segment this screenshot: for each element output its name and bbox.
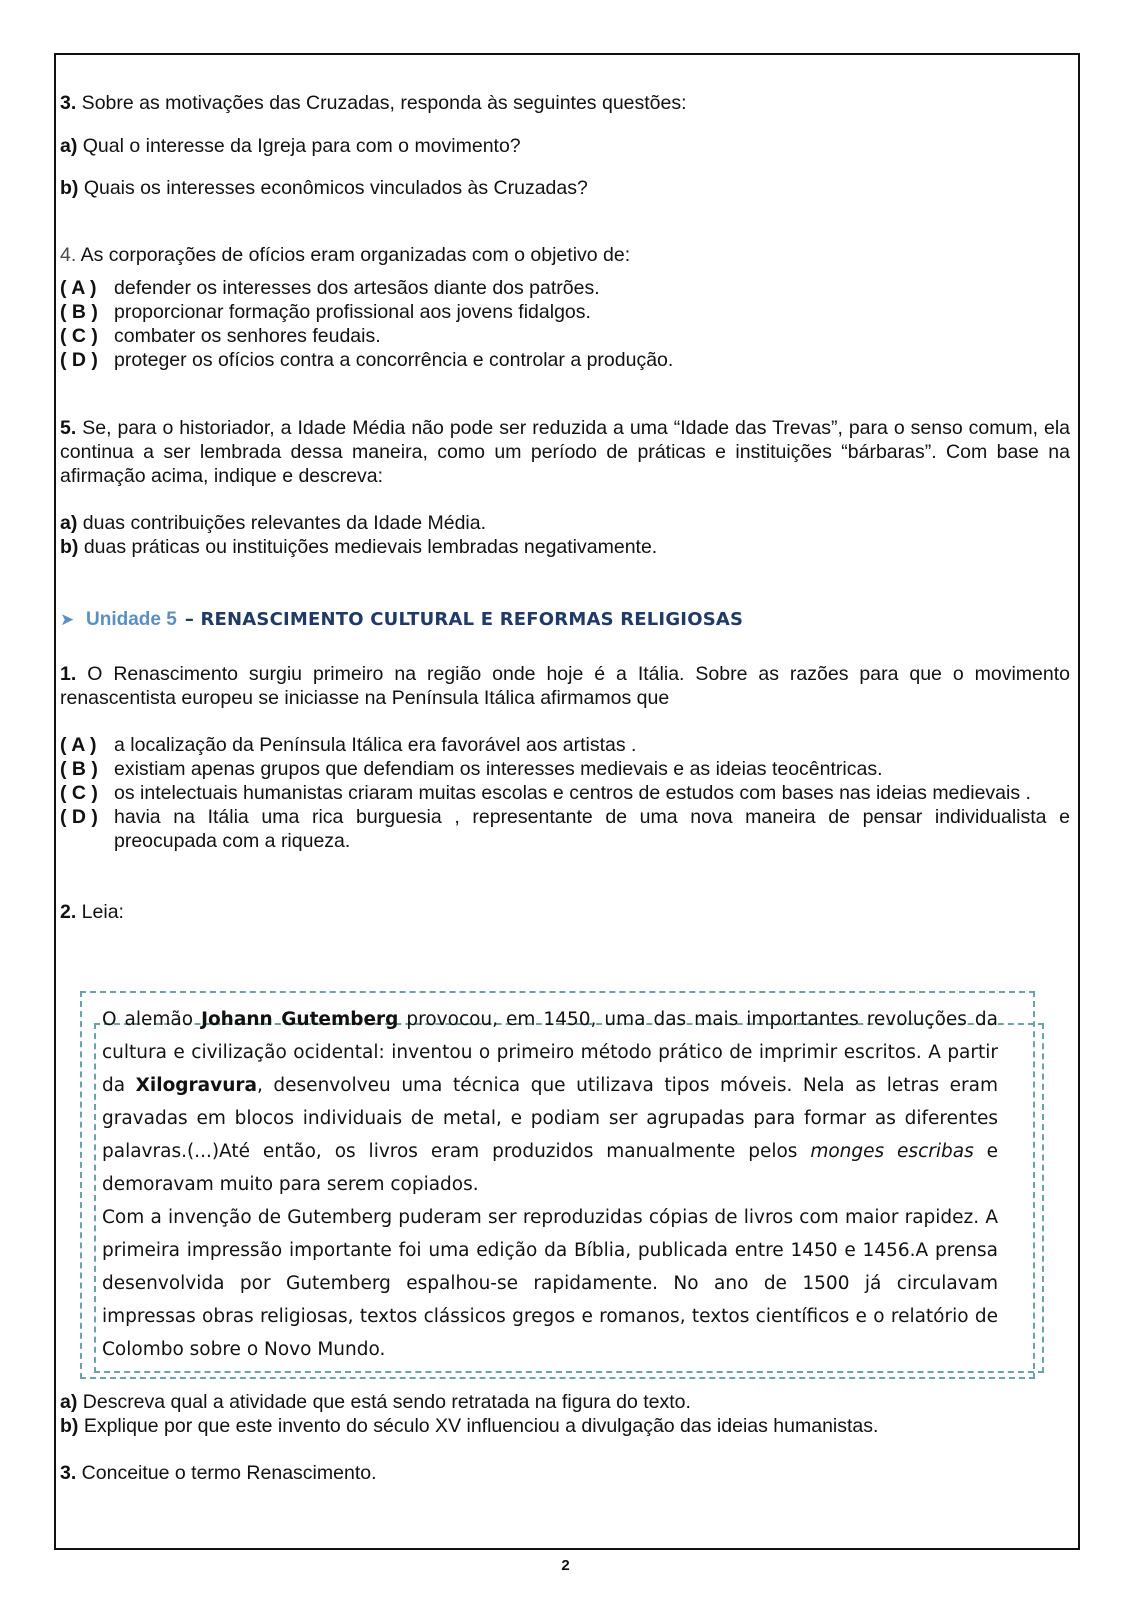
option-text: combater os senhores feudais. <box>114 325 381 347</box>
page-number: 2 <box>561 1557 570 1574</box>
question-text: Leia: <box>76 901 124 923</box>
question-3a <box>60 134 521 158</box>
option-letter: ( A ) <box>60 277 97 299</box>
item-label: b) <box>60 536 79 558</box>
option-c[interactable] <box>60 324 1070 348</box>
option-letter: ( A ) <box>60 734 97 756</box>
option-letter: ( B ) <box>60 301 98 323</box>
option-text: proporcionar formação profissional aos jovens fidalgos. <box>114 301 591 323</box>
item-text: Explique por que este invento do século XV influenciou a divulgação das ideias humanistas. <box>78 1415 879 1437</box>
option-d[interactable] <box>60 348 1070 372</box>
unit-name: – RENASCIMENTO CULTURAL E REFORMAS RELIGIOSAS <box>184 609 744 630</box>
question-text: Conceitue o termo Renascimento. <box>76 1462 377 1484</box>
option-letter: ( C ) <box>60 325 98 347</box>
question-number: 2. <box>60 901 77 923</box>
option-a[interactable] <box>60 733 1070 757</box>
option-letter: ( B ) <box>60 758 98 780</box>
reading-box-text <box>102 1003 998 1366</box>
item-label: a) <box>60 135 78 157</box>
item-label: a) <box>60 512 78 534</box>
unit-question-1 <box>60 662 1070 710</box>
option-text: defender os interesses dos artesãos diante dos patrões. <box>114 277 600 299</box>
question-text: Sobre as motivações das Cruzadas, responda às seguintes questões: <box>76 92 687 114</box>
text-run: e demoravam muito para serem copiados. <box>102 1141 998 1195</box>
question-number: 1. <box>60 663 77 685</box>
unit-heading <box>60 608 743 632</box>
option-a[interactable] <box>60 276 1070 300</box>
item-label: b) <box>60 177 79 199</box>
reading-paragraph-2: Com a invenção de Gutemberg puderam ser reproduzidas cópias de livros com maior rapidez. A primeira impressão importante foi uma edição da Bíblia, publicada entre 1450 e 1456.A prensa desenvolvida por Gutemberg espalhou-se rapidamente. No ano de 1500 já circulavam impressas obras religiosas, textos clássicos gregos e romanos, textos científicos e o relatório de Colombo sobre o Novo Mundo. <box>102 1207 998 1360</box>
option-text: existiam apenas grupos que defendiam os interesses medievais e as ideias teocêntricas. <box>114 758 883 780</box>
question-number: 5. <box>60 417 77 439</box>
question-5b <box>60 535 657 559</box>
bold-term: Xilogravura <box>135 1075 257 1096</box>
question-3b <box>60 176 588 200</box>
option-d[interactable] <box>60 805 1070 853</box>
question-number: 3. <box>60 1462 77 1484</box>
item-text: Qual o interesse da Igreja para com o movimento? <box>77 135 521 157</box>
option-b[interactable] <box>60 757 1070 781</box>
option-c[interactable] <box>60 781 1070 805</box>
option-letter: ( C ) <box>60 782 98 804</box>
item-text: Quais os interesses econômicos vinculados às Cruzadas? <box>78 177 588 199</box>
item-text: duas contribuições relevantes da Idade Média. <box>77 512 487 534</box>
item-text: duas práticas ou instituições medievais lembradas negativamente. <box>78 536 658 558</box>
question-number: 3. <box>60 92 77 114</box>
item-label: a) <box>60 1391 78 1413</box>
question-4-options <box>60 276 1070 372</box>
page-frame <box>54 53 1080 1550</box>
option-b[interactable] <box>60 300 1070 324</box>
text-run: , desenvolveu uma técnica que utilizava tipos móveis. Nela as letras eram gravadas em blocos individuais de metal, e podiam ser agrupadas para formar as diferentes palavras.(...)Até então, os livros eram produzidos manualmente pelos <box>102 1075 998 1162</box>
question-3 <box>60 91 687 115</box>
option-text: os intelectuais humanistas criaram muitas escolas e centros de estudos com bases nas ideias medievais . <box>114 782 1031 804</box>
item-label: b) <box>60 1415 79 1437</box>
question-5 <box>60 416 1070 488</box>
italic-term: monges escribas <box>810 1141 974 1162</box>
question-number: 4. <box>60 244 77 266</box>
option-letter: ( D ) <box>60 349 98 371</box>
unit-label: Unidade 5 <box>86 609 177 630</box>
bold-name: Johann Gutemberg <box>201 1009 399 1030</box>
arrow-bullet-icon: ➤ <box>60 610 75 629</box>
unit-question-1-options <box>60 733 1070 853</box>
option-text: proteger os ofícios contra a concorrência e controlar a produção. <box>114 349 674 371</box>
option-text: a localização da Península Itálica era favorável aos artistas . <box>114 734 637 756</box>
question-text: Se, para o historiador, a Idade Média não pode ser reduzida a uma “Idade das Trevas”, para o senso comum, ela continua a ser lembrada dessa maneira, como um período de práticas e instituições “bárbaras”. Com base na afirmação acima, indique e descreva: <box>60 417 1070 487</box>
unit-question-2 <box>60 900 124 924</box>
question-text: As corporações de ofícios eram organizadas com o objetivo de: <box>76 244 631 266</box>
question-5a <box>60 511 486 535</box>
text-run: provocou, em 1450, uma das mais importantes revoluções da cultura e civilização ocidental: inventou o primeiro método prático de imprimir escritos. A partir da <box>102 1009 999 1096</box>
item-text: Descreva qual a atividade que está sendo retratada na figura do texto. <box>77 1391 691 1413</box>
unit-question-2a <box>60 1390 691 1414</box>
unit-question-3 <box>60 1461 377 1485</box>
option-text: havia na Itália uma rica burguesia , representante de uma nova maneira de pensar individualista e preocupada com a riqueza. <box>114 806 1070 852</box>
question-4 <box>60 243 630 267</box>
unit-question-2b <box>60 1414 878 1438</box>
text-run: O alemão <box>102 1009 202 1030</box>
question-text: O Renascimento surgiu primeiro na região onde hoje é a Itália. Sobre as razões para que o movimento renascentista europeu se iniciasse na Península Itálica afirmamos que <box>60 663 1070 709</box>
reading-paragraph-1 <box>102 1003 998 1201</box>
option-letter: ( D ) <box>60 806 98 828</box>
